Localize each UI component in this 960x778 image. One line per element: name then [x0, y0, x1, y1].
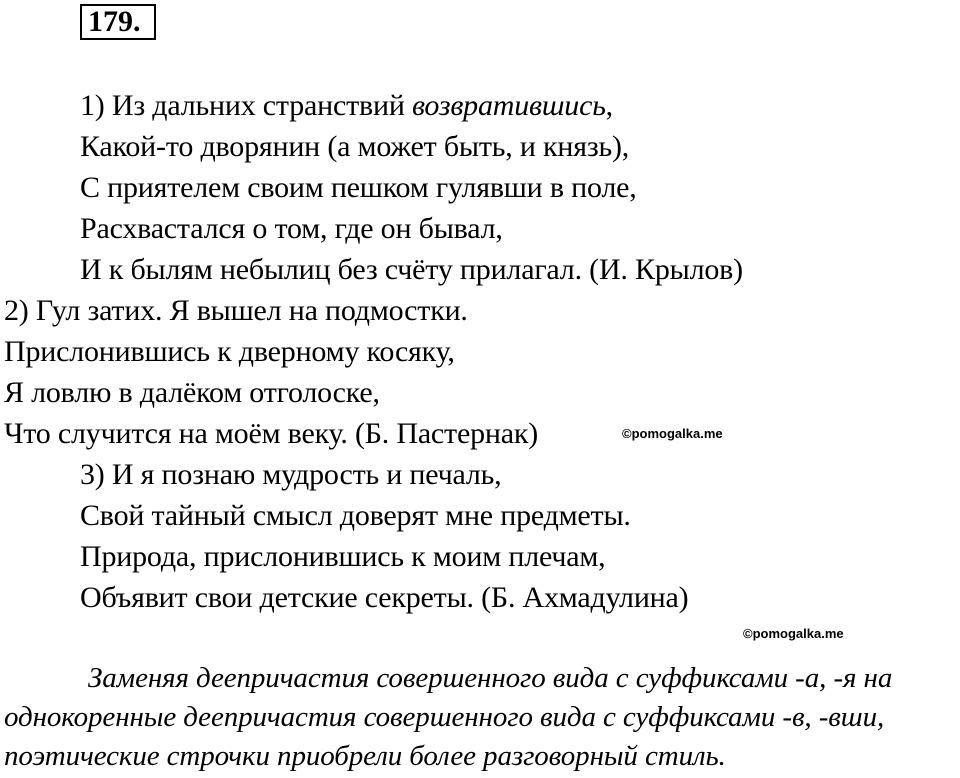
poem-3-line-3: Природа, прислонившись к моим плечам,	[80, 540, 606, 573]
poem-1-line-1-punct: ,	[605, 89, 613, 122]
task-number-box	[80, 4, 156, 40]
poem-1-line-4: Расхвастался о том, где он бывал,	[80, 212, 503, 245]
watermark: ©pomogalka.me	[743, 626, 844, 641]
poem-1-line-5: И к былям небылиц без счёту прилагал. (И. Крылов)	[80, 253, 743, 286]
poem-1-line-1	[80, 88, 613, 124]
poem-2-line-2: Прислонившись к дверному косяку,	[4, 335, 455, 368]
conclusion-line-2: однокоренные деепричастия совершенного вида с суффиксами -в, -вши,	[4, 701, 885, 733]
poem-3-line-2: Свой тайный смысл доверят мне предметы.	[80, 499, 631, 532]
conclusion-line-3: поэтические строчки приобрели более разговорный стиль.	[4, 740, 726, 772]
task-number: 179.	[88, 5, 141, 38]
poem-2-line-3: Я ловлю в далёком отголоске,	[4, 376, 380, 409]
poem-1-line-1-italic-word: возвратившись	[411, 89, 606, 122]
poem-3-line-1: 3) И я познаю мудрость и печаль,	[80, 458, 502, 491]
poem-1-line-3: С приятелем своим пешком гулявши в поле,	[80, 171, 637, 204]
poem-1-line-2: Какой-то дворянин (а может быть, и князь),	[80, 130, 630, 163]
conclusion-line-1: Заменяя деепричастия совершенного вида с суффиксами -а, -я на	[88, 662, 893, 694]
watermark: ©pomogalka.me	[622, 426, 723, 441]
poem-2-line-1: 2) Гул затих. Я вышел на подмостки.	[4, 294, 468, 327]
poem-1-line-1-text: 1) Из дальних странствий	[80, 89, 412, 122]
poem-2-line-4: Что случится на моём веку. (Б. Пастернак)	[4, 417, 539, 450]
poem-3-line-4: Объявит свои детские секреты. (Б. Ахмадулина)	[80, 581, 689, 614]
